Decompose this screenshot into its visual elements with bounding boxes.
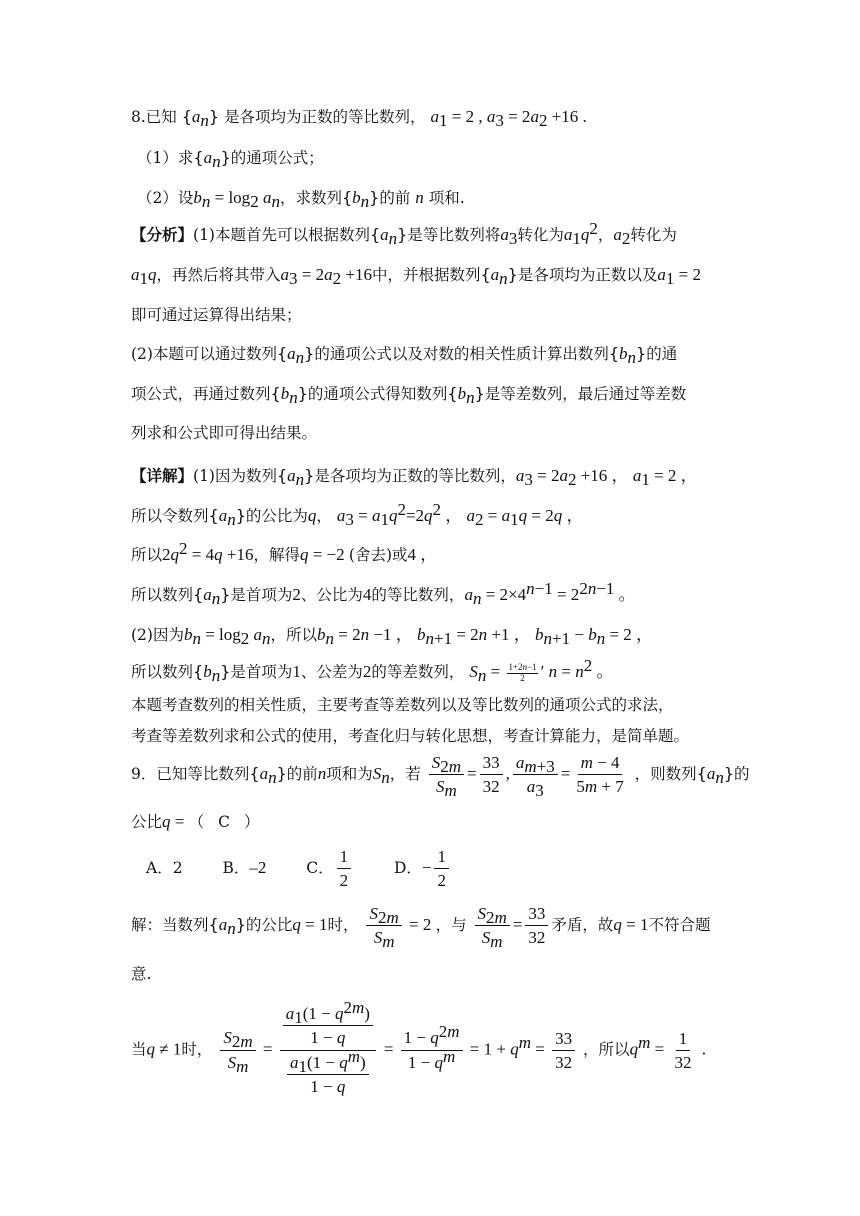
option-b: B．–2 bbox=[222, 857, 267, 877]
q8-analysis-6: 列求和公式即可得出结果。 bbox=[131, 424, 318, 442]
q8-part1: （1）求$\{a_n\}$的通项公式； bbox=[137, 148, 324, 172]
q9-solution-2: 当q ≠ 1时， $\frac{S_{2m}}{S_m}$ = $\frac{\frac{a_1(1 - q^{2m})}{1 - q}}{\frac{a_1(1 - q^m)}{1 - q}}$ = $\frac{1 - q^{2m}}{1 - q^m}$ = $1 + q^m$ = $\frac{33}{32}$ ，所以$q^m$ = $\frac{1}{32}$ . bbox=[131, 997, 706, 1097]
q8-analysis-2: $a_1q$，再然后将其带入$a_3 = 2a_2 +16$中，并根据数列$\{a_n\}$是各项均为正数以及$a_1 = 2$ bbox=[131, 265, 701, 289]
q9-solution-1: 解：当数列$\{a_n\}$的公比q = 1时， $\frac{S_{2m}}{S_m}$ = 2 ，与 $\frac{S_{2m}}{S_m}$ = $\frac{33}{32}$ 矛盾，故q = 1不符合题 bbox=[131, 904, 711, 952]
q8-summary-1: 本题考查数列的相关性质，主要考查等差数列以及等比数列的通项公式的求法， bbox=[131, 696, 674, 714]
q8-analysis-3: 即可通过运算得出结果； bbox=[131, 306, 302, 324]
q8-stem: 8.已知 $\{a_n\}$ 是各项均为正数的等比数列， $a_1 = 2$ , $a_3 = 2a_2 +16$ . bbox=[131, 107, 587, 131]
q8-analysis-5: 项公式，再通过数列$\{b_n\}$的通项公式得知数列$\{b_n\}$是等差数列，最后通过等差数 bbox=[131, 384, 687, 408]
q9-stem-2: 公比q = （ C ） bbox=[131, 812, 260, 831]
q9-options bbox=[146, 846, 452, 892]
q8-detail-4: 所以数列$\{a_n\}$是首项为2、公比为4的等比数列，$a_n = 2\times 4^{n-1} = 2^{2n-1}$ 。 bbox=[131, 578, 636, 609]
q8-detail-3: 所以$2q^2 = 4q +16$，解得q = −2 (舍去)或4 ， bbox=[131, 538, 438, 564]
option-d: D．− $\frac{1}{2}$ bbox=[394, 859, 452, 877]
q8-analysis-1: 【分析】(1)本题首先可以根据数列$\{a_n\}$是等比数列将$a_3$转化为$a_1q^2$，$a_2$转化为 bbox=[131, 218, 677, 249]
option-a: A．2 bbox=[146, 858, 183, 877]
q8-detail-6: 所以数列$\{b_n\}$是首项为1、公差为2的等差数列， $S_n$ = $\frac{1+2n-1}{2}$ ′ $n = n^2$ 。 bbox=[131, 655, 614, 686]
q8-analysis-4: (2)本题可以通过数列$\{a_n\}$的通项公式以及对数的相关性质计算出数列$\{b_n\}$的通 bbox=[131, 344, 678, 368]
q8-detail-1: 【详解】(1)因为数列$\{a_n\}$是各项均为正数的等比数列，$a_3 = 2a_2 +16$ ， $a_1 = 2$ ， bbox=[131, 466, 698, 490]
q8-detail-2: 所以令数列$\{a_n\}$的公比为q， $a_3 = a_1q^2=2q^2$ ， $a_2 = a_1q = 2q$ ， bbox=[131, 499, 584, 530]
q9-answer: C bbox=[218, 813, 230, 831]
q9-stem: 9．已知等比数列$\{a_n\}$的前n项和为$S_n$，若 $\frac{S_{2m}}{S_m}$ = $\frac{33}{32}$ , $\frac{a_{m+3}}{a_3}$ = $\frac{m - 4}{5m + 7}$ ，则数列$\{a_n\}$的 bbox=[131, 753, 750, 801]
q8-detail-5: (2)因为$b_n = \log_2 a_n$，所以$b_n = 2n -1$ ， $b_{n+1} = 2n +1$ ， $b_{n+1} - b_n = 2$ ， bbox=[131, 625, 654, 649]
q9-solution-1b: 意. bbox=[131, 965, 152, 983]
option-c: C． $\frac{1}{2}$ bbox=[306, 859, 354, 877]
q8-summary-2: 考查等差数列求和公式的使用，考查化归与转化思想，考查计算能力，是简单题。 bbox=[131, 727, 690, 745]
q8-part2: （2）设$b_n = \log_2 a_n$，求数列$\{b_n\}$的前 n 项和. bbox=[137, 188, 465, 212]
